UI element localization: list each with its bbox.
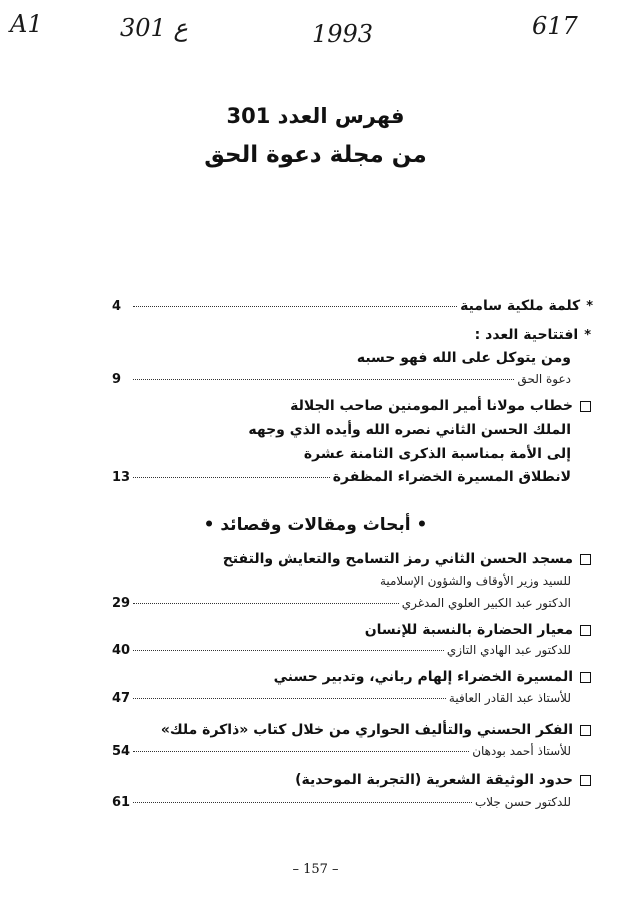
toc-speech-last-row	[112, 469, 571, 485]
handwritten-top-right: 617	[532, 12, 578, 40]
toc-speech-line-2: الملك الحسن الثاني نصره الله وأيده الذي وجهه	[248, 422, 571, 438]
toc-article-title: حدود الوثيقة الشعرية (التجربة الموحدية)	[295, 772, 591, 788]
toc-opening-author-row	[112, 372, 571, 387]
toc-article-row	[112, 691, 571, 706]
toc-article-author: للأستاذ أحمد بودهان	[472, 744, 571, 758]
handwritten-issue-code: 301 ع	[120, 14, 188, 42]
checkbox-square-icon	[580, 554, 591, 565]
toc-page-number: 47	[112, 691, 131, 706]
toc-opening-label: *افتتاحية العدد :	[474, 327, 591, 343]
dot-leader	[133, 801, 472, 803]
toc-page-number: 13	[112, 470, 131, 485]
toc-speech-line-1: خطاب مولانا أمير المومنين صاحب الجلالة	[290, 398, 591, 414]
toc-article-title: الفكر الحسني والتأليف الحواري من خلال كتاب «ذاكرة ملك»	[161, 722, 591, 738]
toc-entry-author: دعوة الحق	[517, 372, 571, 386]
toc-page-number: 61	[112, 795, 131, 810]
dot-leader	[133, 476, 330, 478]
page-number: – 157 –	[292, 862, 339, 877]
asterisk-icon: *	[584, 328, 591, 343]
toc-speech-line-4: لانطلاق المسيرة الخضراء المظفرة	[332, 469, 571, 485]
toc-page-number: 4	[112, 299, 122, 314]
dot-leader	[133, 305, 457, 307]
toc-opening-title: ومن يتوكل على الله فهو حسبه	[356, 350, 571, 366]
asterisk-icon: *	[586, 299, 593, 314]
toc-royal-word	[112, 298, 593, 314]
toc-article-row	[112, 744, 571, 759]
dot-leader	[133, 750, 469, 752]
toc-article-author: للسيد وزير الأوقاف والشؤون الإسلامية	[379, 574, 571, 588]
dot-leader	[133, 378, 514, 380]
toc-article-row	[112, 596, 571, 611]
toc-page-number: 54	[112, 744, 131, 759]
toc-article-row	[112, 795, 571, 810]
toc-page-number: 40	[112, 643, 131, 658]
checkbox-square-icon	[580, 401, 591, 412]
checkbox-square-icon	[580, 625, 591, 636]
dot-leader	[133, 602, 399, 604]
toc-article-author: للدكتور عبد الهادي التازي	[446, 643, 571, 657]
toc-article-title: مسجد الحسن الثاني رمز التسامح والتعايش والتفتح	[223, 551, 591, 567]
toc-page-number: 9	[112, 372, 122, 387]
toc-article-author: للأستاذ عبد القادر العافية	[448, 691, 571, 705]
handwritten-year: 1993	[312, 20, 374, 48]
section-heading: • أبحاث ومقالات وقصائد •	[203, 515, 428, 535]
page-subtitle: من مجلة دعوة الحق	[204, 142, 427, 168]
checkbox-square-icon	[580, 725, 591, 736]
dot-leader	[133, 649, 444, 651]
toc-article-title: المسيرة الخضراء إلهام رباني، وتدبير حسني	[274, 669, 591, 685]
toc-article-author: للدكتور حسن جلاب	[474, 795, 571, 809]
checkbox-square-icon	[580, 672, 591, 683]
page-title: فهرس العدد 301	[226, 104, 405, 128]
toc-entry-label: كلمة ملكية سامية	[460, 298, 581, 314]
checkbox-square-icon	[580, 775, 591, 786]
toc-article-row	[112, 643, 571, 658]
toc-page-number: 29	[112, 596, 131, 611]
toc-article-author: الدكتور عبد الكبير العلوي المدغري	[401, 596, 571, 610]
toc-article-title: معيار الحضارة بالنسبة للإنسان	[365, 622, 591, 638]
handwritten-top-left: A1	[10, 10, 43, 38]
dot-leader	[133, 697, 446, 699]
toc-speech-line-3: إلى الأمة بمناسبة الذكرى الثامنة عشرة	[303, 446, 571, 462]
